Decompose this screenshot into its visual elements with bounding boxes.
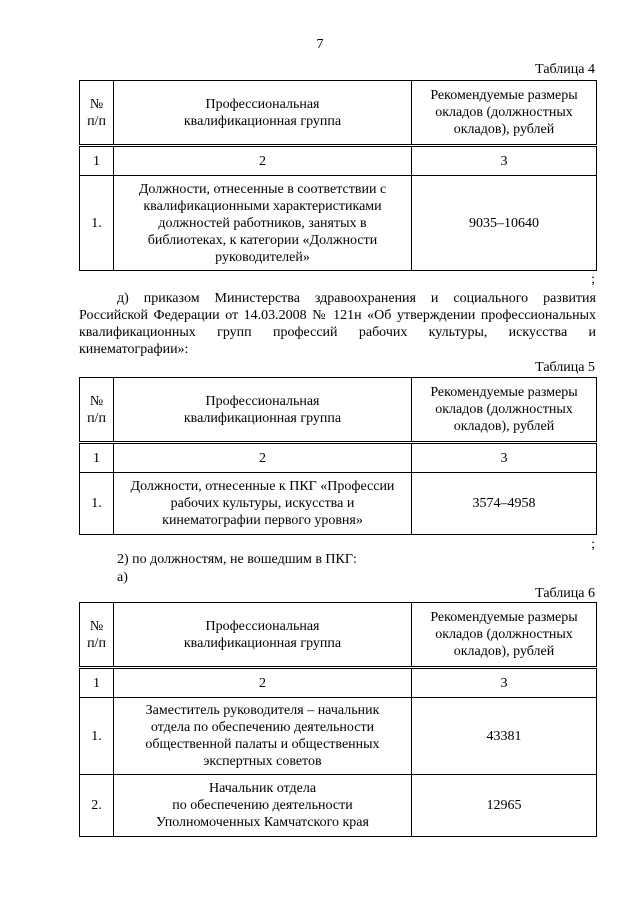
header-salary: Рекомендуемые размеры окладов (должностных окладов), рублей — [412, 378, 597, 443]
table-6 — [79, 602, 597, 837]
header-number: № п/п — [80, 378, 114, 443]
row-group: Заместитель руководителя – начальник отдела по обеспечению деятельности общественной палаты и общественных экспертных советов — [114, 698, 412, 775]
line-2: 2) по должностям, не вошедшим в ПКГ: — [117, 552, 357, 567]
row-group: Должности, отнесенные в соответствии с квалификационными характеристиками должностей работников, занятых в библиотеках, к категории «Должности руководителей» — [114, 176, 412, 271]
table-row — [80, 775, 597, 837]
paragraph-d — [79, 290, 596, 358]
header-salary: Рекомендуемые размеры окладов (должностных окладов), рублей — [412, 603, 597, 668]
header-number: № п/п — [80, 81, 114, 146]
page-number: 7 — [316, 37, 324, 52]
line-a: а) — [117, 570, 128, 585]
row-number: 1. — [80, 473, 114, 535]
header-salary: Рекомендуемые размеры окладов (должностных окладов), рублей — [412, 81, 597, 146]
table-4-terminator: ; — [591, 272, 595, 287]
row-salary: 12965 — [412, 775, 597, 837]
row-group: Начальник отдела по обеспечению деятельности Уполномоченных Камчатского края — [114, 775, 412, 837]
table-6-caption: Таблица 6 — [535, 586, 595, 601]
header-number: № п/п — [80, 603, 114, 668]
table-4 — [79, 80, 597, 271]
table-row — [80, 698, 597, 775]
column-number-2: 2 — [114, 668, 412, 698]
row-number: 1. — [80, 698, 114, 775]
column-number-1: 1 — [80, 146, 114, 176]
column-number-3: 3 — [412, 668, 597, 698]
column-number-1: 1 — [80, 443, 114, 473]
table-4-caption: Таблица 4 — [535, 62, 595, 77]
paragraph-d-text: д) приказом Министерства здравоохранения и социального развития Российской Федерации от 14.03.2008 № 121н «Об утверждении профессиональных квалификационных групп профессий рабочих культуры, искусства и кинематографии»: — [79, 291, 596, 357]
column-number-2: 2 — [114, 443, 412, 473]
column-number-1: 1 — [80, 668, 114, 698]
table-row — [80, 176, 597, 271]
table-5 — [79, 377, 597, 535]
row-number: 2. — [80, 775, 114, 837]
row-salary: 9035–10640 — [412, 176, 597, 271]
row-salary: 43381 — [412, 698, 597, 775]
table-5-terminator: ; — [591, 537, 595, 552]
column-number-2: 2 — [114, 146, 412, 176]
column-number-3: 3 — [412, 443, 597, 473]
header-group: Профессиональная квалификационная группа — [114, 81, 412, 146]
header-group: Профессиональная квалификационная группа — [114, 378, 412, 443]
row-group: Должности, отнесенные к ПКГ «Профессии рабочих культуры, искусства и кинематографии первого уровня» — [114, 473, 412, 535]
table-5-caption: Таблица 5 — [535, 360, 595, 375]
row-salary: 3574–4958 — [412, 473, 597, 535]
header-group: Профессиональная квалификационная группа — [114, 603, 412, 668]
column-number-3: 3 — [412, 146, 597, 176]
table-row — [80, 473, 597, 535]
row-number: 1. — [80, 176, 114, 271]
